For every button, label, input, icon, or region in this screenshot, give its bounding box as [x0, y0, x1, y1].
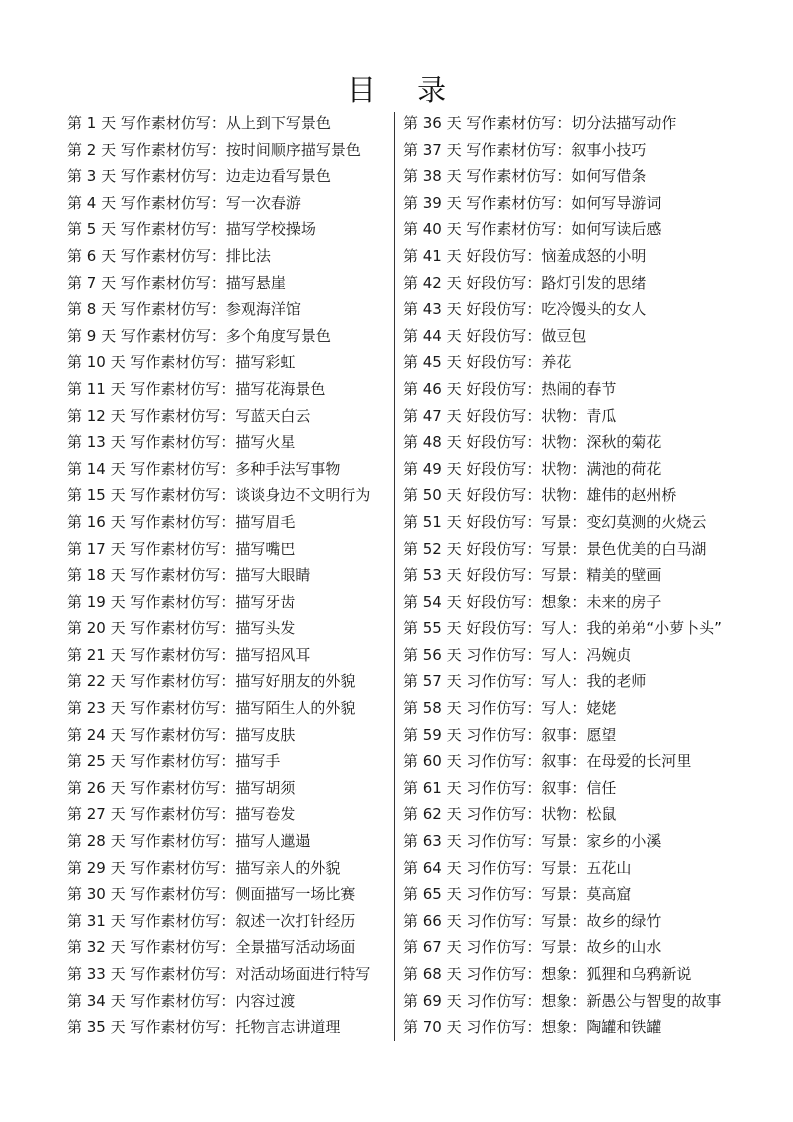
toc-entry: 第 4 天 写作素材仿写：写一次春游 — [67, 193, 301, 212]
toc-entry: 第 60 天 习作仿写：叙事：在母爱的长河里 — [403, 752, 692, 771]
toc-entry: 第 63 天 习作仿写：写景：家乡的小溪 — [403, 832, 662, 851]
toc-entry: 第 49 天 好段仿写：状物：满池的荷花 — [403, 459, 662, 478]
toc-entry: 第 8 天 写作素材仿写：参观海洋馆 — [67, 300, 301, 319]
toc-entry: 第 51 天 好段仿写：写景：变幻莫测的火烧云 — [403, 512, 707, 531]
toc-entry: 第 59 天 习作仿写：叙事：愿望 — [403, 725, 617, 744]
toc-entry: 第 26 天 写作素材仿写：描写胡须 — [67, 778, 296, 797]
toc-entry: 第 45 天 好段仿写：养花 — [403, 353, 572, 372]
toc-entry: 第 55 天 好段仿写：写人：我的弟弟“小萝卜头” — [403, 619, 722, 638]
toc-entry: 第 58 天 习作仿写：写人：姥姥 — [403, 699, 617, 718]
toc-entry: 第 31 天 写作素材仿写：叙述一次打针经历 — [67, 911, 356, 930]
toc-entry: 第 33 天 写作素材仿写：对活动场面进行特写 — [67, 965, 371, 983]
toc-entry: 第 64 天 习作仿写：写景：五花山 — [403, 858, 632, 877]
toc-entry: 第 69 天 习作仿写：想象：新愚公与智叟的故事 — [403, 991, 722, 1010]
toc-entry: 第 66 天 习作仿写：写景：故乡的绿竹 — [403, 911, 662, 930]
toc-entry: 第 6 天 写作素材仿写：排比法 — [67, 246, 271, 265]
toc-entry: 第 1 天 写作素材仿写：从上到下写景色 — [67, 114, 331, 132]
toc-entry: 第 46 天 好段仿写：热闹的春节 — [403, 379, 617, 398]
toc-entry: 第 42 天 好段仿写：路灯引发的思绪 — [403, 273, 647, 292]
toc-entry: 第 14 天 写作素材仿写：多种手法写事物 — [67, 459, 341, 478]
toc-entry: 第 13 天 写作素材仿写：描写火星 — [67, 433, 296, 452]
toc-entry: 第 18 天 写作素材仿写：描写大眼睛 — [67, 566, 311, 585]
toc-entry: 第 68 天 习作仿写：想象：狐狸和乌鸦新说 — [403, 965, 692, 983]
toc-entry: 第 10 天 写作素材仿写：描写彩虹 — [67, 353, 296, 372]
toc-entry: 第 67 天 习作仿写：写景：故乡的山水 — [403, 938, 662, 957]
toc-entry: 第 53 天 好段仿写：写景：精美的壁画 — [403, 566, 662, 585]
toc-entry: 第 5 天 写作素材仿写：描写学校操场 — [67, 220, 316, 239]
toc-entry: 第 23 天 写作素材仿写：描写陌生人的外貌 — [67, 699, 356, 718]
toc-entry: 第 38 天 写作素材仿写：如何写借条 — [403, 167, 647, 186]
toc-entry: 第 20 天 写作素材仿写：描写头发 — [67, 619, 296, 638]
toc-entry: 第 65 天 习作仿写：写景：莫高窟 — [403, 885, 632, 904]
toc-entry: 第 48 天 好段仿写：状物：深秋的菊花 — [403, 433, 662, 452]
toc-entry: 第 56 天 习作仿写：写人：冯婉贞 — [403, 645, 632, 664]
toc-entry: 第 30 天 写作素材仿写：侧面描写一场比赛 — [67, 885, 356, 904]
toc-entry: 第 62 天 习作仿写：状物：松鼠 — [403, 805, 617, 824]
toc-entry: 第 61 天 习作仿写：叙事：信任 — [403, 778, 617, 797]
toc-entry: 第 70 天 习作仿写：想象：陶罐和铁罐 — [403, 1018, 662, 1037]
toc-entry: 第 32 天 写作素材仿写：全景描写活动场面 — [67, 938, 356, 957]
toc-entry: 第 34 天 写作素材仿写：内容过渡 — [67, 991, 296, 1010]
toc-entry: 第 39 天 写作素材仿写：如何写导游词 — [403, 193, 662, 212]
toc-entry: 第 2 天 写作素材仿写：按时间顺序描写景色 — [67, 140, 361, 159]
toc-entry: 第 40 天 写作素材仿写：如何写读后感 — [403, 220, 662, 239]
toc-entry: 第 24 天 写作素材仿写：描写皮肤 — [67, 725, 296, 744]
toc-entry: 第 3 天 写作素材仿写：边走边看写景色 — [67, 167, 331, 186]
page-title: 目 录 — [346, 73, 463, 107]
toc-entry: 第 37 天 写作素材仿写：叙事小技巧 — [403, 140, 647, 159]
toc-entry: 第 9 天 写作素材仿写：多个角度写景色 — [67, 326, 331, 345]
toc-entry: 第 50 天 好段仿写：状物：雄伟的赵州桥 — [403, 486, 677, 505]
toc-entry: 第 57 天 习作仿写：写人：我的老师 — [403, 672, 647, 691]
toc-entry: 第 54 天 好段仿写：想象：未来的房子 — [403, 592, 662, 611]
toc-entry: 第 19 天 写作素材仿写：描写牙齿 — [67, 592, 296, 611]
toc-entry: 第 36 天 写作素材仿写：切分法描写动作 — [403, 114, 677, 132]
column-divider — [394, 112, 395, 1041]
toc-entry: 第 27 天 写作素材仿写：描写卷发 — [67, 805, 296, 824]
toc-entry: 第 29 天 写作素材仿写：描写亲人的外貌 — [67, 858, 341, 877]
toc-entry: 第 22 天 写作素材仿写：描写好朋友的外貌 — [67, 672, 356, 691]
toc-right-column — [403, 110, 783, 1041]
toc-entry: 第 16 天 写作素材仿写：描写眉毛 — [67, 512, 296, 531]
toc-entry: 第 47 天 好段仿写：状物：青瓜 — [403, 406, 617, 425]
toc-entry: 第 25 天 写作素材仿写：描写手 — [67, 752, 281, 771]
toc-entry: 第 11 天 写作素材仿写：描写花海景色 — [67, 379, 326, 398]
toc-entry: 第 35 天 写作素材仿写：托物言志讲道理 — [67, 1018, 341, 1037]
toc-left-column — [67, 110, 387, 1041]
toc-entry: 第 41 天 好段仿写：恼羞成怒的小明 — [403, 246, 647, 265]
toc-entry: 第 7 天 写作素材仿写：描写悬崖 — [67, 273, 286, 292]
toc-entry: 第 44 天 好段仿写：做豆包 — [403, 326, 587, 345]
toc-entry: 第 21 天 写作素材仿写：描写招风耳 — [67, 645, 311, 664]
toc-entry: 第 28 天 写作素材仿写：描写人邋遢 — [67, 832, 311, 851]
toc-entry: 第 17 天 写作素材仿写：描写嘴巴 — [67, 539, 296, 558]
toc-entry: 第 43 天 好段仿写：吃冷馒头的女人 — [403, 300, 647, 319]
toc-entry: 第 52 天 好段仿写：写景：景色优美的白马湖 — [403, 539, 707, 558]
toc-entry: 第 12 天 写作素材仿写：写蓝天白云 — [67, 406, 311, 425]
toc-entry: 第 15 天 写作素材仿写：谈谈身边不文明行为 — [67, 486, 371, 505]
